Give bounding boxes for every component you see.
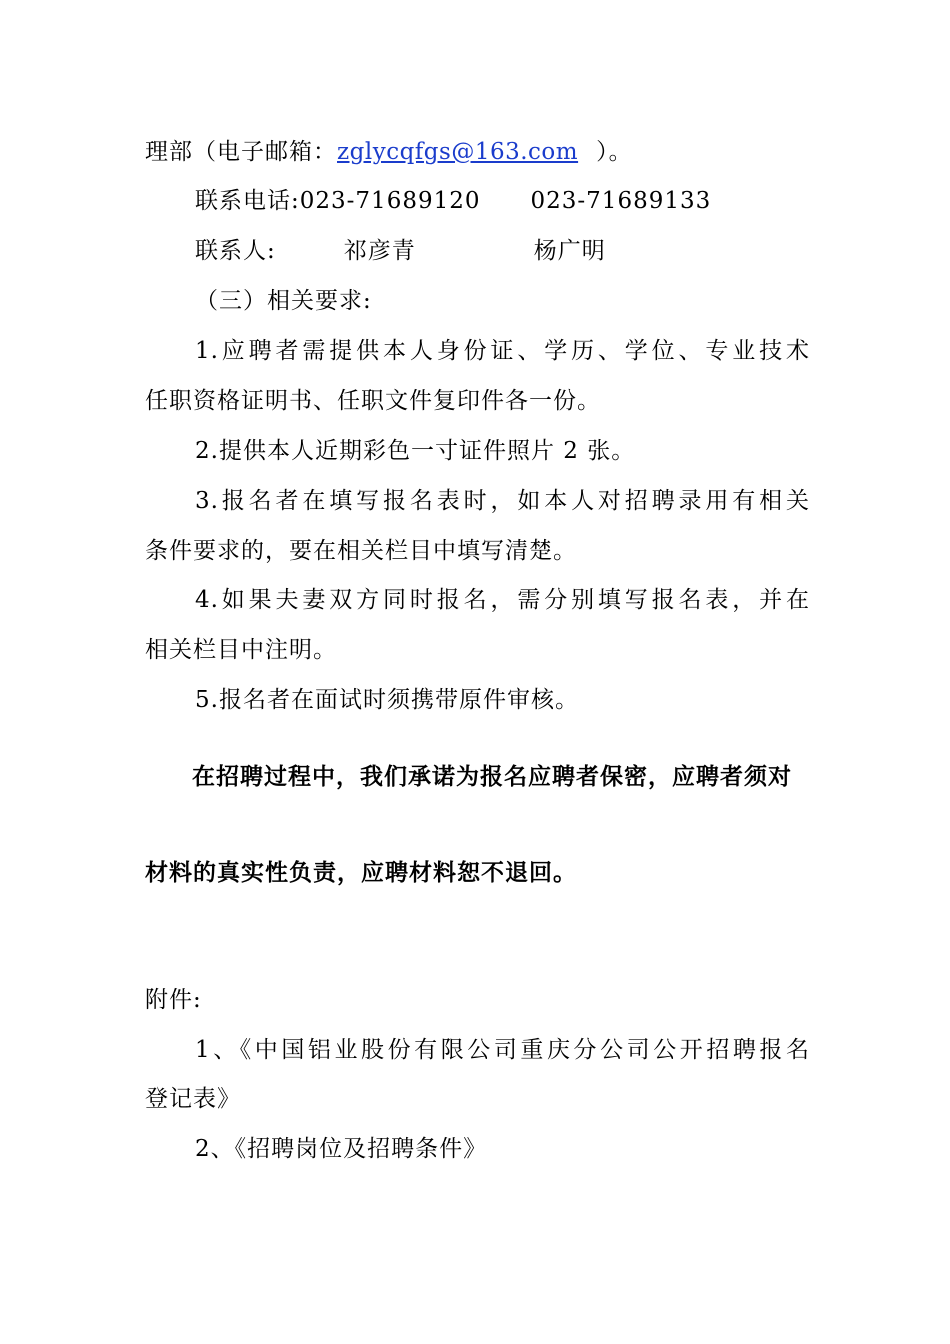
requirement-item-5: 5.报名者在面试时须携带原件审核。 (195, 687, 579, 713)
contact-dept-prefix: 理部（电子邮箱： (145, 139, 337, 165)
requirement-item-2: 2.提供本人近期彩色一寸证件照片 2 张。 (195, 438, 636, 464)
attachment-item-1-line-1: 1、《中国铝业股份有限公司重庆分公司公开招聘报名 (195, 1037, 810, 1063)
contact-dept-suffix: ）。 (596, 139, 633, 165)
contact-email-link[interactable]: zglycqfgs@163.com (337, 139, 579, 165)
requirement-item-1-line-1: 1.应聘者需提供本人身份证、学历、学位、专业技术 (195, 338, 810, 364)
attachments-label: 附件: (145, 987, 202, 1013)
contact-person-line (195, 236, 810, 266)
requirement-item-4-line-2: 相关栏目中注明。 (145, 637, 337, 663)
confidentiality-statement-line-2: 材料的真实性负责，应聘材料恕不退回。 (145, 859, 577, 886)
requirement-item-4-line-1: 4.如果夫妻双方同时报名，需分别填写报名表，并在 (195, 587, 810, 613)
requirement-item-3-line-2: 条件要求的，要在相关栏目中填写清楚。 (145, 538, 577, 564)
contact-person-2: 杨广明 (533, 238, 606, 264)
confidentiality-statement-line-1: 在招聘过程中，我们承诺为报名应聘者保密，应聘者须对 (192, 763, 792, 790)
requirement-item-1-line-2: 任职资格证明书、任职文件复印件各一份。 (145, 388, 601, 414)
attachment-item-1-line-2: 登记表》 (145, 1086, 241, 1112)
contact-phone-1: 023-71689120 (299, 188, 481, 214)
contact-person-label: 联系人: (195, 238, 276, 264)
contact-dept-line (145, 137, 810, 167)
requirement-item-3-line-1: 3.报名者在填写报名表时，如本人对招聘录用有相关 (195, 488, 810, 514)
requirements-heading: （三）相关要求: (195, 288, 372, 314)
attachment-item-2: 2、《招聘岗位及招聘条件》 (195, 1136, 488, 1162)
contact-phone-line (195, 186, 810, 216)
contact-person-1: 祁彦青 (343, 238, 416, 264)
contact-phone-label: 联系电话: (195, 188, 300, 214)
contact-phone-2: 023-71689133 (530, 188, 712, 214)
